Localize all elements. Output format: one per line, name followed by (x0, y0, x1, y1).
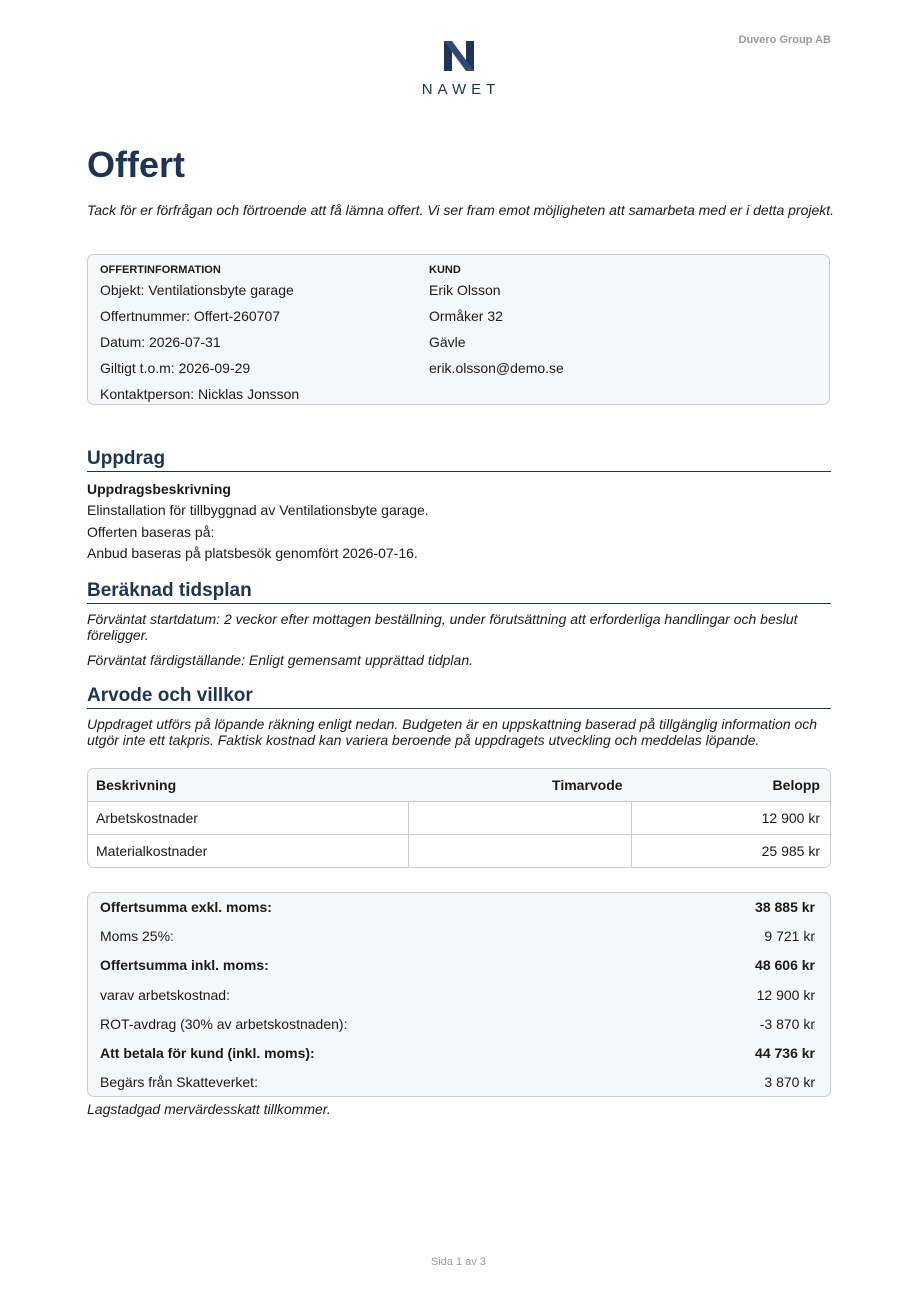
cell-description: Arbetskostnader (88, 801, 408, 834)
table-row (88, 801, 830, 834)
tidsplan-start: Förväntat startdatum: 2 veckor efter mottagen beställning, under förutsättning att erforderliga handlingar och beslut föreligger. (87, 611, 798, 643)
offer-object: Objekt: Ventilationsbyte garage (100, 282, 294, 298)
offer-number: Offertnummer: Offert-260707 (100, 308, 281, 324)
customer-heading: KUND (429, 264, 461, 276)
summary-value: 38 885 kr (755, 899, 815, 915)
cell-amount: 25 985 kr (631, 834, 830, 867)
summary-label: varav arbetskostnad: (100, 986, 230, 1003)
summary-box (87, 892, 831, 1097)
col-header-hourly-rate: Timarvode (408, 769, 630, 801)
cell-hourly-rate (408, 801, 630, 834)
cell-amount: 12 900 kr (631, 801, 830, 834)
customer-street: Ormåker 32 (429, 308, 503, 324)
offer-info-heading: OFFERTINFORMATION (100, 264, 221, 276)
summary-value: 44 736 kr (755, 1044, 815, 1061)
uppdrag-heading: Uppdrag (87, 448, 831, 472)
summary-value: -3 870 kr (759, 1015, 815, 1032)
summary-value: 3 870 kr (764, 1074, 815, 1091)
summary-value: 9 721 kr (764, 928, 815, 945)
summary-label: Moms 25%: (100, 928, 174, 945)
summary-row (100, 893, 815, 922)
summary-row (100, 951, 815, 980)
arvode-heading: Arvode och villkor (87, 685, 831, 709)
summary-label: Offertsumma inkl. moms: (100, 957, 269, 974)
summary-row (100, 1039, 815, 1068)
uppdrag-line: Elinstallation för tillbyggnad av Ventilationsbyte garage. (87, 502, 429, 518)
summary-label: Begärs från Skatteverket: (100, 1074, 258, 1091)
summary-row (100, 981, 815, 1010)
customer-info-column (429, 261, 564, 383)
vat-footnote: Lagstadgad mervärdesskatt tillkommer. (87, 1101, 331, 1117)
cost-table-header (88, 769, 830, 801)
uppdrag-subheading: Uppdragsbeskrivning (87, 481, 231, 497)
offer-contact-person: Kontaktperson: Nicklas Jonsson (100, 386, 300, 402)
arvode-text: Uppdraget utförs på löpande räkning enligt nedan. Budgeten är en uppskattning baserad på tillgänglig information och utgör inte ett takpris. Faktisk kostnad kan variera beroende på uppdragets utveckling och meddelas löpande. (87, 716, 818, 748)
summary-row (100, 1068, 815, 1097)
table-row (88, 834, 830, 867)
summary-row (100, 922, 815, 951)
logo (0, 38, 917, 98)
n-monogram-icon (442, 38, 476, 74)
uppdrag-line: Offerten baseras på: (87, 524, 215, 540)
summary-label: Att betala för kund (inkl. moms): (100, 1044, 315, 1061)
offer-valid-until: Giltigt t.o.m: 2026-09-29 (100, 360, 251, 376)
company-name: Duvero Group AB (738, 34, 831, 46)
intro-text: Tack för er förfrågan och förtroende att få lämna offert. Vi ser fram emot möjligheten att samarbeta med er i detta projekt. (87, 202, 835, 218)
offer-date: Datum: 2026-07-31 (100, 334, 221, 350)
summary-label: Offertsumma exkl. moms: (100, 899, 272, 915)
summary-row (100, 1010, 815, 1039)
logo-wordmark: NAWET (421, 81, 501, 98)
offer-info-box (87, 254, 830, 405)
offer-info-column (100, 261, 299, 409)
tidsplan-finish: Förväntat färdigställande: Enligt gemensamt upprättad tidplan. (87, 652, 474, 668)
uppdrag-line: Anbud baseras på platsbesök genomfört 2026-07-16. (87, 545, 418, 561)
col-header-amount: Belopp (631, 769, 830, 801)
cell-hourly-rate (408, 834, 630, 867)
customer-city: Gävle (429, 334, 466, 350)
document-title: Offert (87, 144, 185, 185)
cell-description: Materialkostnader (88, 834, 408, 867)
col-header-description: Beskrivning (88, 769, 408, 801)
cost-table (87, 768, 831, 868)
customer-name: Erik Olsson (429, 282, 501, 298)
tidsplan-heading: Beräknad tidsplan (87, 580, 831, 604)
summary-value: 12 900 kr (756, 986, 815, 1003)
summary-label: ROT-avdrag (30% av arbetskostnaden): (100, 1015, 348, 1032)
summary-value: 48 606 kr (755, 957, 815, 974)
customer-email: erik.olsson@demo.se (429, 360, 564, 376)
page-number: Sida 1 av 3 (430, 1256, 487, 1268)
